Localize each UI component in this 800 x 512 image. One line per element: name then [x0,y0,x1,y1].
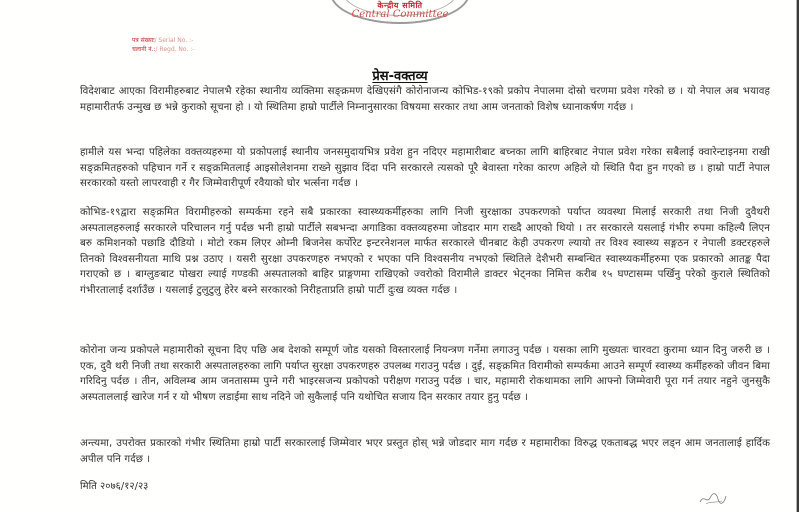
viewer-right-edge [796,0,800,512]
paragraph-4: कोरोना जन्य प्रकोपले महामारीको सूचना दिए पछि अब देशको सम्पूर्ण जोड यसको विस्तारलाई नियन्त्रण गर्नेमा लगाउनु पर्दछ । यसका लागि मुख्यतः चारवटा कुरामा ध्यान दिनु जरुरी छ । एक, दुवै थरी निजी तथा सरकारी अस्पतालहरुका लागि पर्याप्त सुरक्षा उपकरणहरु उपलब्ध गराउनु पर्दछ । दुई, सङ्क्रमित विरामीको सम्पर्कमा आउने सम्पूर्ण स्वास्थ्य कर्मीहरुको जीवन बिमा गरिदिनु पर्दछ । तीन, अविलम्ब आम जनतासम्म पुग्ने गरी भाइरसजन्य प्रकोपको परीक्षण गराउनु पर्दछ । चार, महामारी रोकथामका लागि आफ्नो जिम्मेवारी पूरा गर्न तयार नहुने जुनसुकै अस्पताललाई खारेज गर्न र यो भीषण लडाईमा साथ नदिने जो सुकैलाई पनि यथोचित सजाय दिन सरकार तयार हुनु पर्दछ । [80,345,770,403]
party-logo [320,0,480,26]
document-title [0,66,800,84]
paragraph-1: विदेशबाट आएका विरामीहरुबाट नेपालभै रहेका स्थानीय व्यक्तिमा सङ्क्रमण देखिएसंगै कोरोनाजन्य कोभिड-१९को प्रकोप नेपालमा दोस्रो चरणमा प्रवेश गरेको छ । यो नेपाल अब भयावह महामारीतर्फ उन्मुख छ भन्ने कुराको सूचना हो । यो स्थितिमा हाम्रो पार्टीले निम्नानुसारका विषयमा सरकार तथा आम जनताको विशेष ध्यानाकर्षण गर्दछ । [80,86,770,113]
regd-label-nepali: चलानी नं.: [132,46,156,53]
paragraph-5: अन्त्यमा, उपरोक्त प्रकारको गंभीर स्थितिमा हाम्रो पार्टी सरकारलाई जिम्मेवार भएर प्रस्तुत होस् भन्ने जोडदार माग गर्दछ र महामारीका विरुद्ध एकताबद्ध भएर लड्न आम जनतालाई हार्दिक अपील पनि गर्दछ । [80,438,770,465]
paragraph-2: हामीले यस भन्दा पहिलेका वक्तव्यहरुमा यो प्रकोपलाई स्थानीय जनसमुदायभित्र प्रवेश हुन नदिएर महामारीबाट बच्नका लागि बाहिरबाट नेपाल प्रवेश गरेका सबैलाई क्वारेन्टाइनमा राखी सङ्क्रमितहरुको पहिचान गर्ने र सङ्क्रमितलाई आइसोलेशनमा राख्ने सुझाव दिंदा पनि सरकारले त्यसको पूरै बेवास्ता गरेका कारण अहिले यो स्थिति पैदा हुन गएको छ । हाम्रो पार्टी नेपाल सरकारको यस्तो लापरवाही र गैर जिम्मेवारीपूर्ण रवैयाको घोर भर्त्सना गर्दछ । [80,147,770,190]
regd-number-line [132,45,195,53]
paragraph-3: कोभिड-१९द्वारा सङ्क्रमित विरामीहरुको सम्पर्कमा रहने सबै प्रकारका स्वास्थ्यकर्मीहरुका लागि निजी सुरक्षाका उपकरणको पर्याप्त व्यवस्था मिलाई सरकारी तथा निजी दुवैथरी अस्पतालहरुलाई सरकारले परिचालन गर्नु पर्दछ भनी हाम्रो पार्टीले सबभन्दा अगाडिका वक्तव्यहरुमा जोडदार माग राख्दै आएको थियो । तर सरकारले यसलाई गंभीर रुपमा कहिल्यै लिएन बरु कमिशनको पछाडि दौडियो । मोटो रकम लिएर ओम्नी बिजनेस कर्पोरेट इन्टरनेशनल मार्फत सरकारले चीनबाट केही उपकरण ल्यायो तर विश्व स्वास्थ्य सङ्गठन र नेपाली डक्टरहरुले तिनको विश्वसनीयता माथि प्रश्न उठाए । यसरी सुरक्षा उपकरणहरु नभएको र भएका पनि विश्वसनीय नभएको स्थितिले देशैभरी सम्बन्धित स्वास्थ्यकर्मीहरुमा एक प्रकारको आतङ्क पैदा गराएको छ । बाग्लुङबाट पोखरा ल्याई गण्डकी अस्पतालको बाहिर प्राङ्गणमा राखिएको ज्वरोको विरामीले डाक्टर भेट्नका निमित्त करीब १५ घण्टासम्म पर्खिनु परेको कुराले स्थितिको गंभीरतालाई दर्शाउँछ । यसलाई टुलुटुलु हेरेर बस्ने सरकारको निरीहताप्रति हाम्रो पार्टी दुःख व्यक्त गर्दछ । [80,207,770,296]
regd-label-english: / Regd. No. :- [155,46,195,53]
title-text: प्रेस-वक्तव्य [372,69,428,84]
logo-nepali-text: केन्द्रीय समिति [377,1,423,10]
serial-number-line [132,36,193,44]
logo-english-text: Central Committee [351,9,449,20]
serial-label-nepali: पत्र संख्याः [132,37,155,44]
document-date: मिति २०७६/१२/२३ [80,481,149,492]
serial-label-english: / Serial No. :- [154,37,194,44]
signature-icon [698,490,728,506]
